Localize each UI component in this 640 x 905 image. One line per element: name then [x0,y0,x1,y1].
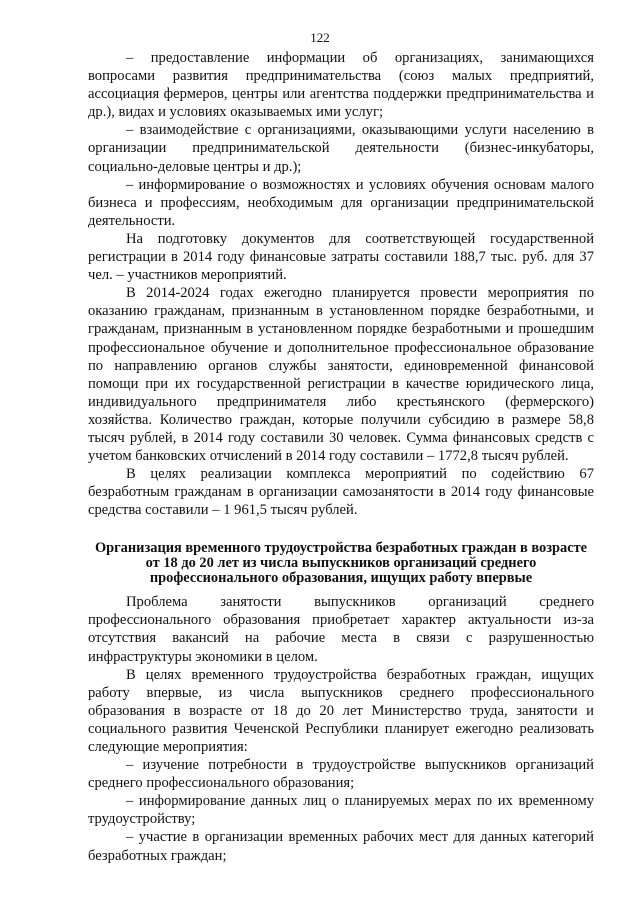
paragraph-ministry-plan: В целях временного трудоустройства безработных граждан, ищущих работу впервые, из числа выпускников среднего профессионального образования в возрасте от 18 до 20 лет Министерство труда, занятости и социального развития Чеченской Республики планирует ежегодно реализовать следующие мероприятия: [88,666,594,755]
paragraph-temporary-jobs: – участие в организации временных рабочих мест для данных категорий безработных граждан; [88,829,594,864]
paragraph-employment-problem: Проблема занятости выпускников организаций среднего профессионального образования приобретает характер актуальности из-за отсутствия вакансий на рабочие места в связи с разрушенностью инфраструктуры экономики в целом. [88,594,594,665]
paragraph-registration-costs: На подготовку документов для соответствующей государственной регистрации в 2014 году финансовые затраты составили 188,7 тыс. руб. для 37 чел. – участников мероприятий. [88,230,594,284]
paragraph-inform-measures: – информирование данных лиц о планируемых мерах по их временному трудоустройству; [88,793,594,828]
document-body [88,49,594,865]
paragraph-study-needs: – изучение потребности в трудоустройстве выпускников организаций среднего профессионального образования; [88,757,594,792]
section-heading: Организация временного трудоустройства безработных граждан в возрасте от 18 до 20 лет из числа выпускников организаций среднего профессионального образования, ищущих работу впервые [94,540,588,586]
paragraph-training-info: – информирование о возможностях и условиях обучения основам малого бизнеса и профессиям, необходимым для организации предпринимательской деятельности. [88,176,594,229]
paragraph-info-organizations: – предоставление информации об организациях, занимающихся вопросами развития предпринимательства (союз малых предприятий, ассоциация фермеров, центры или агентства поддержки предпринимательства и др.), видах и условиях оказываемых ими услуг; [88,50,594,121]
page-number: 122 [310,30,330,45]
paragraph-self-employment: В целях реализации комплекса мероприятий по содействию 67 безработным гражданам в организации самозанятости в 2014 году финансовые средства составили – 1 961,5 тысяч рублей. [88,466,594,519]
paragraph-cooperation: – взаимодействие с организациями, оказывающими услуги населению в организации предпринимательской деятельности (бизнес-инкубаторы, социально-деловые центры и др.); [88,122,594,175]
paragraph-financial-assistance: В 2014-2024 годах ежегодно планируется провести мероприятия по оказанию гражданам, признанным в установленном порядке безработными, и гражданам, признанным в установленном порядке безработными и прошедшим профессиональное обучение и дополнительное профессиональное образование по направлению органов службы занятости, единовременной финансовой помощи при их государственной регистрации в качестве юридического лица, индивидуального предпринимателя либо крестьянского (фермерского) хозяйства. Количество граждан, которые получили субсидию в размере 58,8 тысяч рублей, в 2014 году составили 30 человек. Сумма финансовых средств с учетом банковских отчислений в 2014 году составили – 1772,8 тысяч рублей. [88,285,594,465]
